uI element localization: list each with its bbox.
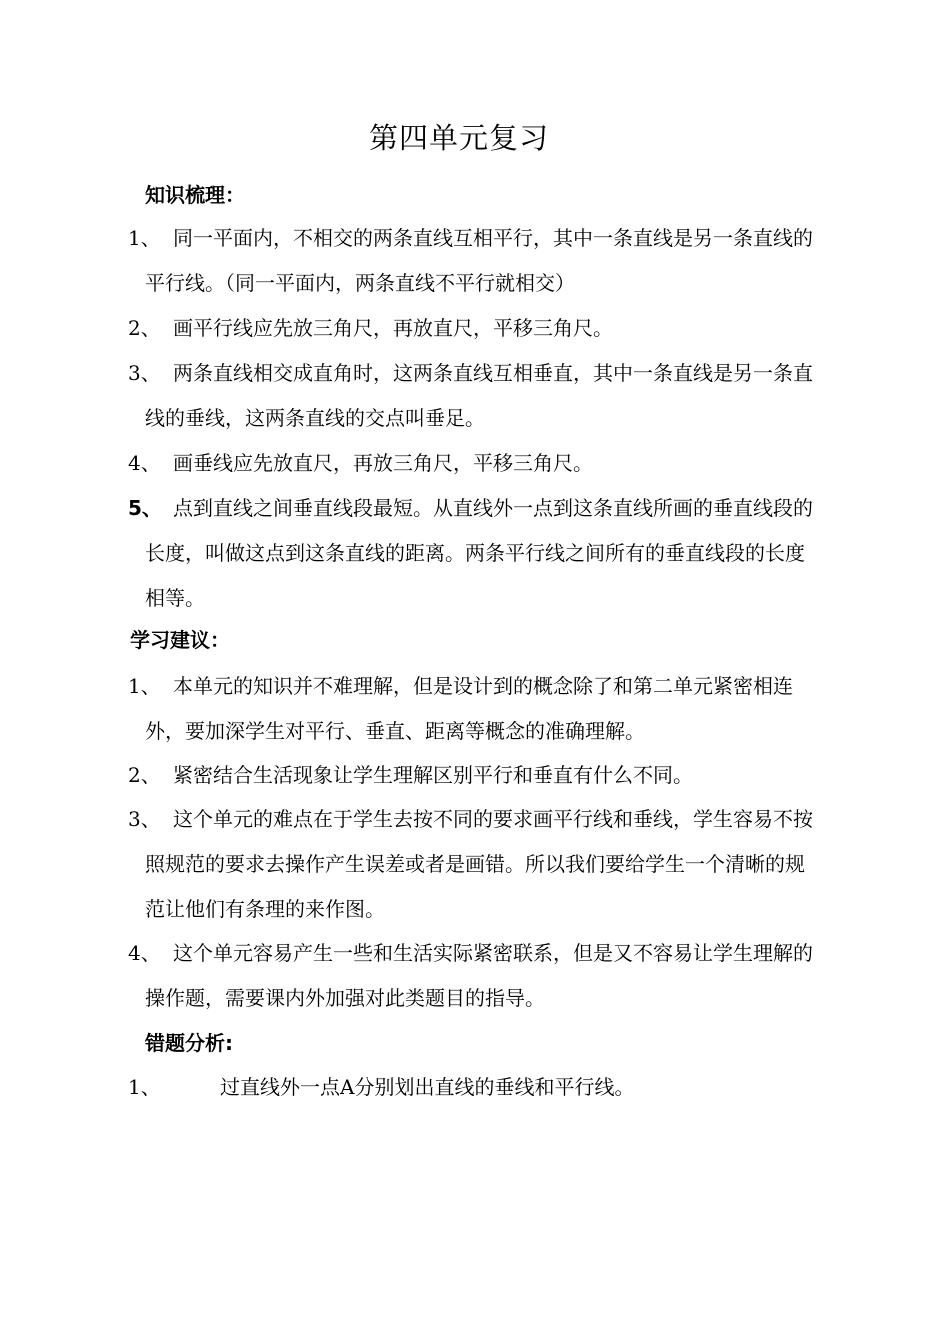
item-number: 1、 [128, 226, 161, 250]
item-number: 1、 [128, 674, 161, 698]
list-item [128, 753, 818, 798]
list-item [128, 306, 818, 351]
item-text: 画垂线应先放直尺，再放三角尺，平移三角尺。 [173, 451, 593, 475]
page-title: 第四单元复习 [368, 121, 549, 155]
item-number: 3、 [128, 807, 161, 831]
item-number: 2、 [128, 763, 161, 787]
item-text: 同一平面内，不相交的两条直线互相平行，其中一条直线是另一条直线的平行线。（同一平面内，两条直线不平行就相交） [145, 226, 813, 295]
list-item [128, 351, 818, 441]
list-item [128, 664, 818, 754]
item-text: 点到直线之间垂直线段最短。从直线外一点到这条直线所画的垂直线段的长度，叫做这点到这条直线的距离。两条平行线之间所有的垂直线段的长度相等。 [145, 496, 813, 610]
item-text: 画平行线应先放三角尺，再放直尺，平移三角尺。 [173, 316, 613, 340]
knowledge-heading: 知识梳理： [145, 183, 245, 207]
item-number: 5、 [128, 496, 162, 520]
item-text: 过直线外一点A分别划出直线的垂线和平行线。 [220, 1075, 635, 1099]
list-item [128, 797, 818, 932]
item-text: 这个单元容易产生一些和生活实际紧密联系，但是又不容易让学生理解的操作题，需要课内外加强对此类题目的指导。 [145, 941, 813, 1010]
item-text: 两条直线相交成直角时，这两条直线互相垂直，其中一条直线是另一条直线的垂线，这两条直线的交点叫垂足。 [145, 361, 813, 430]
list-item [128, 216, 818, 306]
list-item [128, 441, 818, 486]
item-number: 1、 [128, 1075, 161, 1099]
item-text: 本单元的知识并不难理解，但是设计到的概念除了和第二单元紧密相连外，要加深学生对平行、垂直、距离等概念的准确理解。 [145, 674, 793, 743]
advice-heading: 学习建议： [130, 628, 230, 652]
errors-heading: 错题分析: [145, 1031, 233, 1055]
list-item [128, 1065, 818, 1110]
item-number: 3、 [128, 361, 161, 385]
list-item [128, 486, 818, 621]
item-number: 2、 [128, 316, 161, 340]
item-number: 4、 [128, 451, 161, 475]
item-text: 这个单元的难点在于学生去按不同的要求画平行线和垂线，学生容易不按照规范的要求去操作产生误差或者是画错。所以我们要给学生一个清晰的规范让他们有条理的来作图。 [145, 807, 813, 921]
item-text: 紧密结合生活现象让学生理解区别平行和垂直有什么不同。 [173, 763, 693, 787]
item-number: 4、 [128, 941, 161, 965]
list-item [128, 931, 818, 1021]
